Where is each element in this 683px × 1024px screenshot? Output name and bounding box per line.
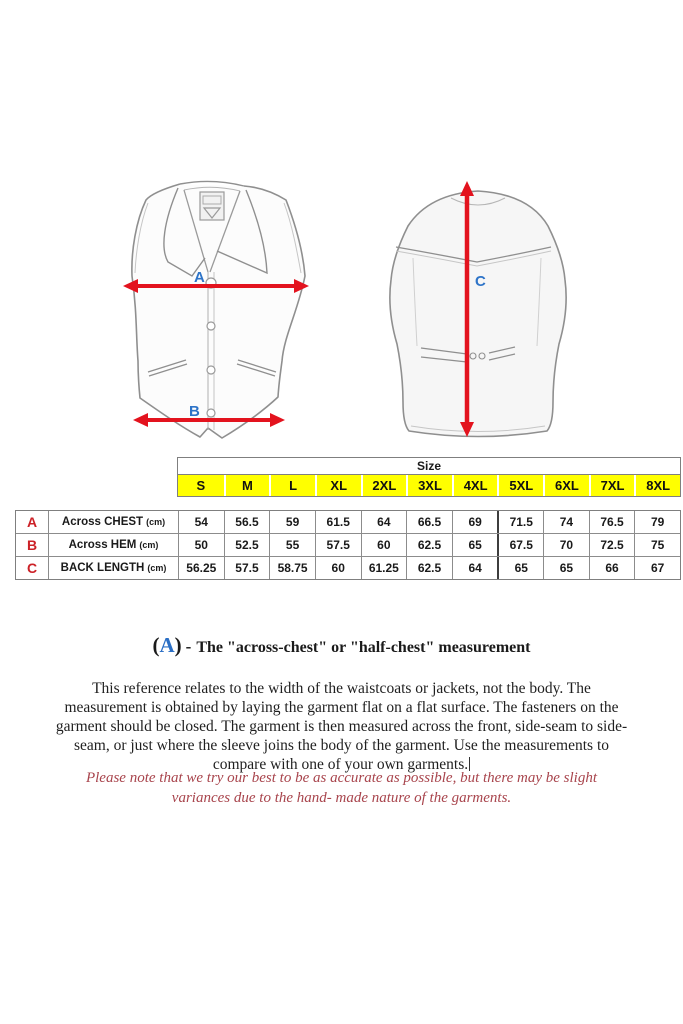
value-cell: 66 — [589, 557, 635, 579]
size-col-header: 7XL — [589, 475, 635, 496]
size-col-header: 3XL — [406, 475, 452, 496]
value-cell: 69 — [452, 511, 498, 533]
measurement-name: Across HEM — [68, 539, 137, 551]
note-line: variances due to the hand- made nature of the garments. — [171, 790, 512, 806]
paragraph-line: garment should be closed. The garment is then measured across the front, side-seam to side- — [55, 718, 628, 735]
value-cell: 79 — [634, 511, 680, 533]
value-cell: 56.5 — [224, 511, 270, 533]
value-cell: 67 — [634, 557, 680, 579]
brand-label — [200, 192, 224, 220]
value-cell: 70 — [543, 534, 589, 556]
vest-front-diagram — [118, 176, 314, 448]
value-cell: 65 — [452, 534, 498, 556]
accuracy-note — [0, 768, 683, 808]
value-cell: 65 — [543, 557, 589, 579]
vest-back-outline — [390, 191, 566, 437]
value-cell: 71.5 — [497, 511, 543, 533]
measurement-unit: (cm) — [146, 517, 166, 527]
row-key: C — [26, 560, 38, 576]
size-col-header: 8XL — [634, 475, 680, 496]
size-col-header: 6XL — [543, 475, 589, 496]
value-cell: 60 — [361, 534, 407, 556]
value-cell: 50 — [178, 534, 224, 556]
paragraph-line: This reference relates to the width of the waistcoats or jackets, not the body. The — [92, 680, 591, 697]
table-row-back-length — [16, 556, 680, 579]
heading-title: The "across-chest" or "half-chest" measurement — [196, 639, 531, 656]
value-cell: 58.75 — [269, 557, 315, 579]
heading-letter: A — [159, 633, 175, 657]
paragraph-line-text: compare with one of your own garments. — [212, 756, 469, 773]
heading-open-paren: ( — [152, 633, 160, 657]
heading-dash: - — [185, 637, 192, 656]
section-heading — [0, 633, 683, 658]
table-row-hem — [16, 533, 680, 556]
note-line: Please note that we try our best to be as accurate as possible, but there may be slight — [85, 770, 598, 786]
value-cell: 52.5 — [224, 534, 270, 556]
value-cell: 64 — [361, 511, 407, 533]
measurement-unit: (cm) — [139, 540, 159, 550]
value-cell: 76.5 — [589, 511, 635, 533]
paragraph-line: seam, or just where the sleeve joins the body of the garment. Use the measurements to — [73, 737, 610, 754]
value-cell: 61.5 — [315, 511, 361, 533]
value-cell: 62.5 — [406, 557, 452, 579]
value-cell: 60 — [315, 557, 361, 579]
size-col-header: L — [269, 475, 315, 496]
measurement-unit: (cm) — [147, 563, 167, 573]
row-key: A — [26, 514, 38, 530]
measurement-label — [48, 557, 178, 579]
measurement-label — [48, 534, 178, 556]
paragraph-line: measurement is obtained by laying the garment flat on a flat surface. The fasteners on the — [64, 699, 619, 716]
measure-label-c: C — [475, 273, 486, 290]
measure-label-b: B — [189, 403, 200, 420]
measurement-name: Across CHEST — [61, 516, 144, 528]
vest-button — [207, 366, 215, 374]
measurement-label — [48, 511, 178, 533]
value-cell: 55 — [269, 534, 315, 556]
heading-close-paren: ) — [174, 633, 182, 657]
value-cell: 57.5 — [315, 534, 361, 556]
value-cell: 64 — [452, 557, 498, 579]
size-col-header: XL — [315, 475, 361, 496]
size-caption: Size — [178, 458, 680, 475]
value-cell: 66.5 — [406, 511, 452, 533]
size-col-header: S — [178, 475, 224, 496]
size-col-header: M — [224, 475, 270, 496]
size-header-table — [177, 457, 681, 497]
vest-back-diagram — [381, 178, 575, 442]
value-cell: 61.25 — [361, 557, 407, 579]
value-cell: 75 — [634, 534, 680, 556]
size-col-header: 4XL — [452, 475, 498, 496]
size-col-header: 5XL — [497, 475, 543, 496]
vest-button — [207, 409, 215, 417]
value-cell: 72.5 — [589, 534, 635, 556]
measurement-name: BACK LENGTH — [60, 562, 145, 574]
row-key: B — [26, 537, 38, 553]
value-cell: 62.5 — [406, 534, 452, 556]
measure-label-a: A — [194, 269, 205, 286]
value-cell: 65 — [497, 557, 543, 579]
value-cell: 56.25 — [178, 557, 224, 579]
value-cell: 59 — [269, 511, 315, 533]
measurements-table — [15, 510, 681, 580]
vest-button — [207, 322, 215, 330]
value-cell: 74 — [543, 511, 589, 533]
description-paragraph — [0, 679, 683, 774]
table-row-chest — [16, 511, 680, 533]
value-cell: 54 — [178, 511, 224, 533]
size-row — [178, 475, 680, 496]
size-col-header: 2XL — [361, 475, 407, 496]
value-cell: 67.5 — [497, 534, 543, 556]
vest-front-outline — [132, 184, 305, 438]
value-cell: 57.5 — [224, 557, 270, 579]
